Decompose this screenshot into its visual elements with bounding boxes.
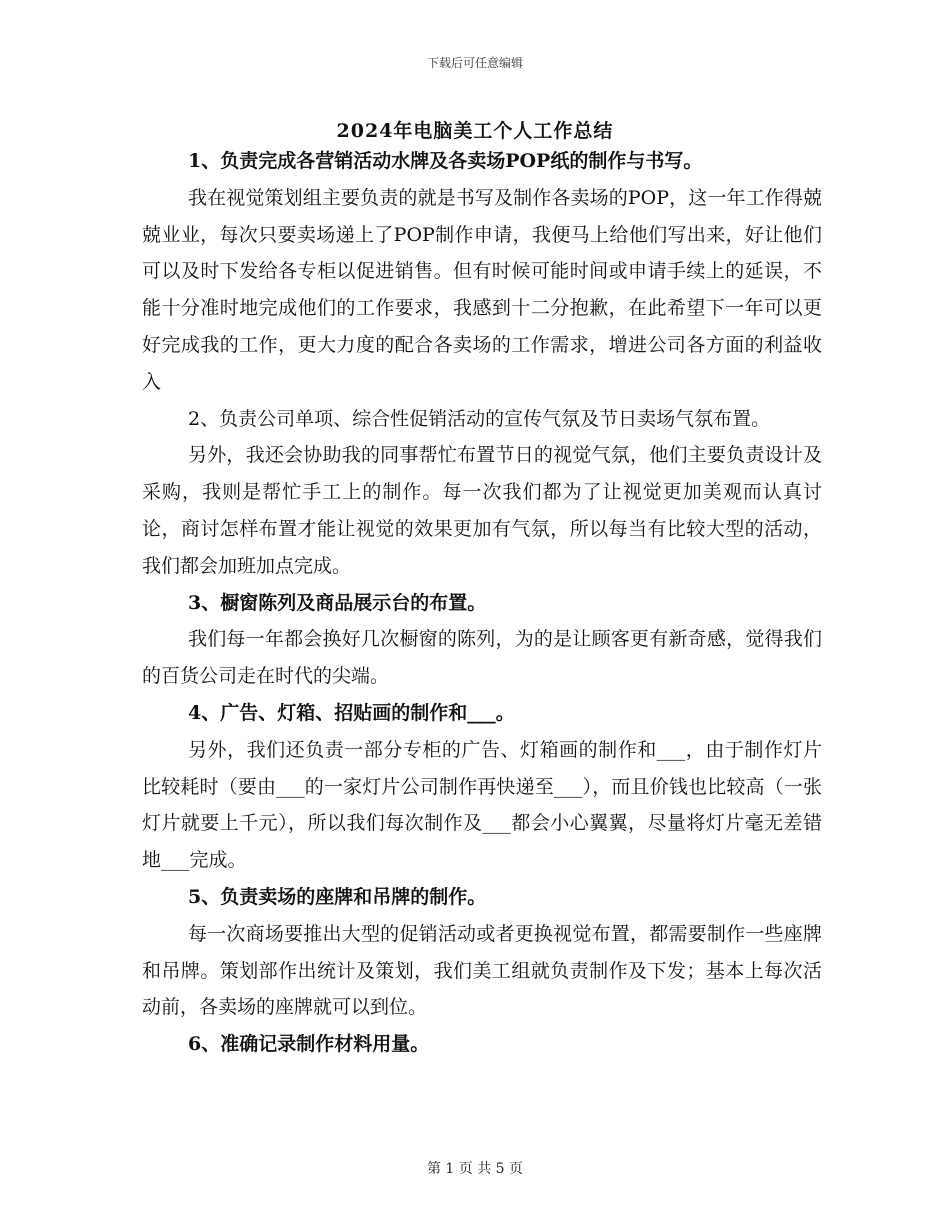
section-heading-5: 5、负责卖场的座牌和吊牌的制作。	[188, 885, 487, 908]
section-heading-4: 4、广告、灯箱、招贴画的制作和___。	[188, 701, 515, 724]
paragraph-decoration: 另外，我还会协助我的同事帮忙布置节日的视觉气氛，他们主要负责设计及采购，我则是帮忙手工上的制作。每一次我们都为了让视觉更加美观而认真讨论，商讨怎样布置才能让视觉的效果更加有气氛，所以每当有比较大型的活动，我们都会加班加点完成。	[142, 444, 822, 577]
section-heading-3: 3、橱窗陈列及商品展示台的布置。	[188, 591, 487, 614]
paragraph-window: 我们每一年都会换好几次橱窗的陈列，为的是让顾客更有新奇感，觉得我们的百货公司走在时代的尖端。	[142, 628, 822, 688]
section-heading-6: 6、准确记录制作材料用量。	[188, 1033, 430, 1056]
section-heading-1: 1、负责完成各营销活动水牌及各卖场POP纸的制作与书写。	[188, 150, 703, 172]
paragraph-lightbox: 另外，我们还负责一部分专柜的广告、灯箱画的制作和___，由于制作灯片比较耗时（要由___的一家灯片公司制作再快递至___），而且价钱也比较高（一张灯片就要上千元），所以我们每次制作及___都会小心翼翼，尽量将灯片毫无差错地___完成。	[142, 738, 822, 872]
document-body	[142, 143, 822, 1063]
page-header-note: 下载后可任意编辑	[426, 56, 523, 70]
paragraph-item-2: 2、负责公司单项、综合性促销活动的宣传气氛及节日卖场气氛布置。	[188, 407, 771, 430]
document-title: 2024年电脑美工个人工作总结	[336, 120, 614, 142]
paragraph-pop: 我在视觉策划组主要负责的就是书写及制作各卖场的POP，这一年工作得兢兢业业，每次只要卖场递上了POP制作申请，我便马上给他们写出来，好让他们可以及时下发给各专柜以促进销售。但有时候可能时间或申请手续上的延误，不能十分准时地完成他们的工作要求，我感到十二分抱歉，在此希望下一年可以更好完成我的工作，更大力度的配合各卖场的工作需求，增进公司各方面的利益收入	[142, 186, 822, 393]
paragraph-signs: 每一次商场要推出大型的促销活动或者更换视觉布置，都需要制作一些座牌和吊牌。策划部作出统计及策划，我们美工组就负责制作及下发；基本上每次活动前，各卖场的座牌就可以到位。	[142, 922, 822, 1019]
page-footer: 第 1 页 共 5 页	[426, 1161, 524, 1177]
